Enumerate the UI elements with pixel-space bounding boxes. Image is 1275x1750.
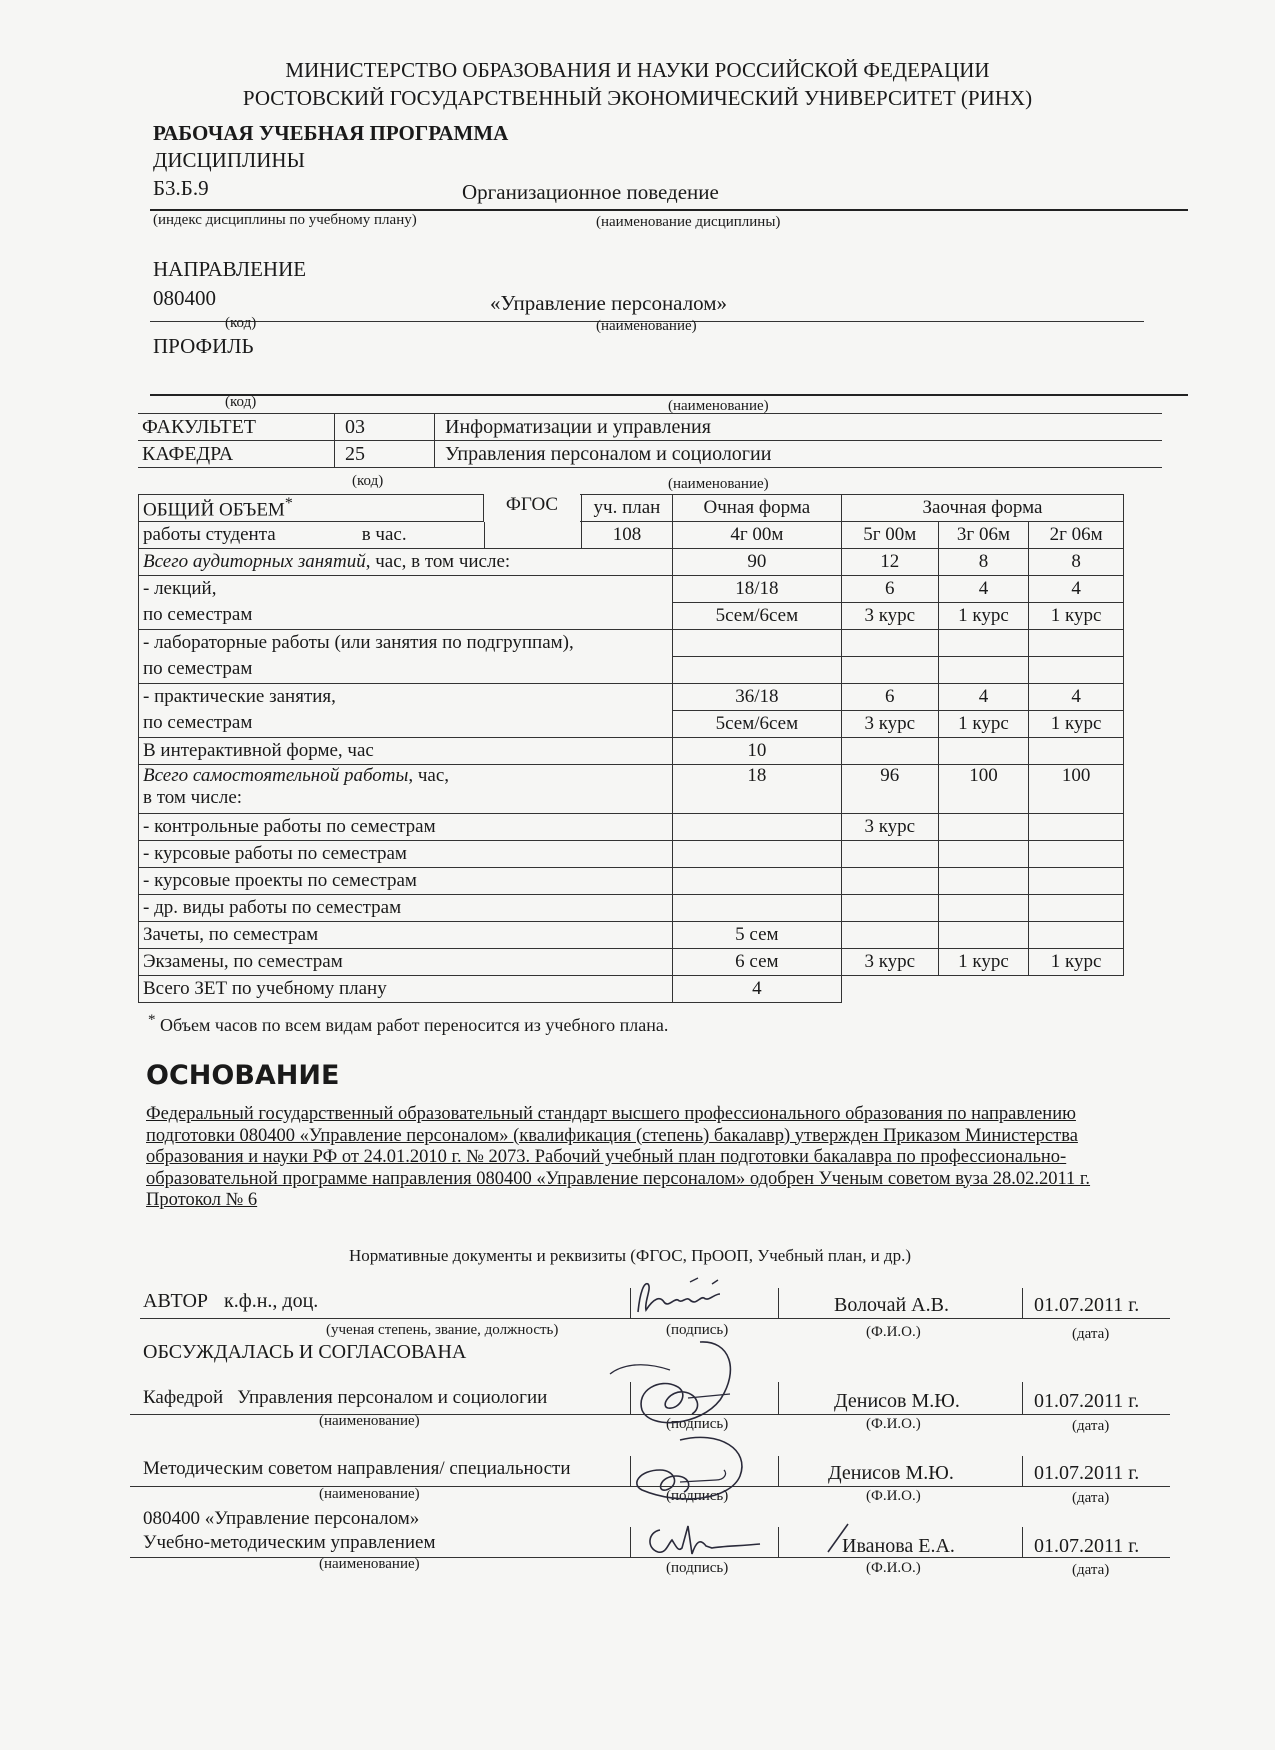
author-div-3 — [1022, 1288, 1023, 1318]
row-pr-label — [139, 684, 673, 738]
umu-div-3 — [1022, 1527, 1023, 1557]
row-zet-label: Всего ЗЕТ по учебному плану — [139, 976, 673, 1003]
direction-name-caption: (наименование) — [596, 318, 697, 334]
row-self-label — [139, 765, 673, 814]
pr-sem-pt1: 3 курс — [841, 711, 938, 738]
lab-sem-ft — [672, 657, 841, 684]
inter-ft: 10 — [672, 738, 841, 765]
lec-label-2: по семестрам — [143, 604, 253, 626]
row-lec-label — [139, 576, 673, 630]
cp-ft — [672, 868, 841, 895]
umu-sign-caption: (подпись) — [666, 1560, 729, 1576]
credits-ft: 5 сем — [672, 922, 841, 949]
umu-fio-caption: (Ф.И.О.) — [866, 1560, 921, 1576]
council-date-caption: (дата) — [1072, 1490, 1110, 1506]
direction-label: НАПРАВЛЕНИЕ — [153, 257, 307, 281]
row-credits-label: Зачеты, по семестрам — [139, 922, 673, 949]
author-date-caption: (дата) — [1072, 1326, 1110, 1342]
self-label-2: в том числе: — [143, 787, 243, 809]
aud-label-italic: Всего аудиторных занятий — [143, 551, 366, 573]
university-title: РОСТОВСКИЙ ГОСУДАРСТВЕННЫЙ ЭКОНОМИЧЕСКИЙ УНИВЕРСИТЕТ (РИНХ) — [242, 86, 1033, 110]
dept-name: Управления персоналом и социологии — [237, 1387, 548, 1408]
faculty-table — [138, 413, 1162, 468]
umu-signature — [640, 1518, 780, 1566]
footnote-star: * — [148, 1012, 156, 1028]
council-date: 01.07.2011 г. — [1034, 1462, 1140, 1484]
ministry-title: МИНИСТЕРСТВО ОБРАЗОВАНИЯ И НАУКИ РОССИЙСКОЙ ФЕДЕРАЦИИ — [285, 58, 990, 82]
program-title: РАБОЧАЯ УЧЕБНАЯ ПРОГРАММА — [153, 121, 509, 145]
pr-sem-ft: 5сем/6сем — [672, 711, 841, 738]
footnote-text: Объем часов по всем видам работ переносится из учебного плана. — [160, 1015, 669, 1035]
plan-value: 108 — [582, 522, 673, 549]
hours-table — [138, 494, 1124, 1003]
profile-label: ПРОФИЛЬ — [153, 334, 254, 358]
lab-label-1: - лабораторные работы (или занятия по подгруппам), — [143, 632, 574, 654]
lab-sem-pt2 — [938, 657, 1029, 684]
dept-date: 01.07.2011 г. — [1034, 1390, 1140, 1412]
row-lab-label — [139, 630, 673, 684]
lec-sem-pt3: 1 курс — [1029, 603, 1124, 630]
self-pt1: 96 — [841, 765, 938, 814]
umu-date: 01.07.2011 г. — [1034, 1535, 1140, 1557]
oth-pt1 — [841, 895, 938, 922]
self-label-rest: , час, — [408, 765, 450, 787]
aud-pt3: 8 — [1029, 549, 1124, 576]
author-name: Волочай А.В. — [834, 1294, 949, 1316]
volume-unit: в час. — [361, 524, 407, 546]
profile-code-caption: (код) — [225, 394, 257, 410]
self-label-italic: Всего самостоятельной работы — [143, 765, 409, 787]
volume-head-2: работы студента — [143, 524, 276, 546]
author-signature — [630, 1272, 780, 1322]
exams-pt2: 1 курс — [938, 949, 1029, 976]
self-ft: 18 — [672, 765, 841, 814]
dept-label: Кафедрой — [143, 1387, 224, 1408]
department-code-caption: (код) — [352, 473, 384, 489]
faculty-label: ФАКУЛЬТЕТ — [138, 414, 335, 441]
exams-ft: 6 сем — [672, 949, 841, 976]
department-code: 25 — [335, 441, 435, 468]
basis-text: Федеральный государственный образовательный стандарт высшего профессионального образования по направлению подготовки 080400 «Управление персоналом» (квалификация (степень) бакалавр) утвержден Приказом Министерства образования и науки РФ от 24.01.2010 г. № 2073. Рабочий учебный план подготовки бакалавра по профессионально-образовательной программе направления 080400 «Управление персоналом» одобрен Ученым советом вуза 28.02.2011 г. Протокол № 6 — [146, 1104, 1091, 1210]
row-exams-label: Экзамены, по семестрам — [139, 949, 673, 976]
umu-name-caption: (наименование) — [319, 1556, 420, 1572]
lec-sem-pt1: 3 курс — [841, 603, 938, 630]
lec-ft: 18/18 — [672, 576, 841, 603]
cp-pt3 — [1029, 868, 1124, 895]
basis-caption: Нормативные документы и реквизиты (ФГОС, ПрООП, Учебный план, и др.) — [349, 1246, 911, 1265]
ctrl-ft — [672, 814, 841, 841]
inter-pt1 — [841, 738, 938, 765]
dept-name-caption: (наименование) — [319, 1413, 420, 1429]
inter-pt3 — [1029, 738, 1124, 765]
discipline-underline — [150, 209, 1188, 211]
hours-footnote — [148, 1012, 668, 1036]
council-div-3 — [1022, 1456, 1023, 1486]
author-degree: к.ф.н., доц. — [224, 1290, 319, 1312]
discipline-label: ДИСЦИПЛИНЫ — [153, 148, 305, 172]
aud-label-rest: , час, в том числе: — [365, 551, 511, 573]
ctrl-pt2 — [938, 814, 1029, 841]
col-part-time-1: 5г 00м — [841, 522, 938, 549]
zet-empty — [841, 976, 1123, 1003]
council-person: Денисов М.Ю. — [828, 1462, 954, 1484]
dept-date-caption: (дата) — [1072, 1418, 1110, 1434]
discipline-code-caption: (индекс дисциплины по учебному плану) — [153, 212, 417, 228]
pr-pt2: 4 — [938, 684, 1029, 711]
col-part-time-3: 2г 06м — [1029, 522, 1124, 549]
discussed-title: ОБСУЖДАЛАСЬ И СОГЛАСОВАНА — [143, 1341, 467, 1363]
profile-name-caption: (наименование) — [668, 398, 769, 414]
discipline-name: Организационное поведение — [462, 180, 719, 204]
direction-code-caption: (код) — [225, 315, 257, 331]
faculty-name: Информатизации и управления — [435, 414, 1163, 441]
cw-pt2 — [938, 841, 1029, 868]
dept-fio-caption: (Ф.И.О.) — [866, 1416, 921, 1432]
cp-pt1 — [841, 868, 938, 895]
zet-ft: 4 — [672, 976, 841, 1003]
lec-sem-pt2: 1 курс — [938, 603, 1029, 630]
row-inter-label: В интерактивной форме, час — [139, 738, 673, 765]
lab-sem-pt3 — [1029, 657, 1124, 684]
row-course-project-label: - курсовые проекты по семестрам — [139, 868, 673, 895]
pr-pt1: 6 — [841, 684, 938, 711]
oth-pt3 — [1029, 895, 1124, 922]
basis-title: ОСНОВАНИЕ — [146, 1060, 340, 1091]
exams-pt1: 3 курс — [841, 949, 938, 976]
author-fio-caption: (Ф.И.О.) — [866, 1324, 921, 1340]
cp-pt2 — [938, 868, 1029, 895]
council-fio-caption: (Ф.И.О.) — [866, 1488, 921, 1504]
cw-ft — [672, 841, 841, 868]
inter-pt2 — [938, 738, 1029, 765]
full-time-header: Очная форма — [672, 495, 841, 522]
umu-person: Иванова Е.А. — [842, 1535, 955, 1557]
lec-pt2: 4 — [938, 576, 1029, 603]
fgos-header: ФГОС — [483, 494, 580, 522]
direction-code: 080400 — [153, 286, 216, 310]
lab-ft — [672, 630, 841, 657]
degree-caption: (ученая степень, звание, должность) — [326, 1322, 559, 1338]
dept-person: Денисов М.Ю. — [834, 1390, 960, 1412]
dept-signature — [580, 1330, 780, 1440]
credits-pt3 — [1029, 922, 1124, 949]
volume-head-text: ОБЩИЙ ОБЪЕМ — [143, 499, 285, 521]
self-pt3: 100 — [1029, 765, 1124, 814]
col-part-time-2: 3г 06м — [938, 522, 1029, 549]
pr-pt3: 4 — [1029, 684, 1124, 711]
lab-pt3 — [1029, 630, 1124, 657]
umu-slash-mark — [820, 1518, 860, 1558]
ctrl-pt3 — [1029, 814, 1124, 841]
direction-line: 080400 «Управление персоналом» — [143, 1508, 420, 1529]
department-name: Управления персоналом и социологии — [435, 441, 1163, 468]
discipline-name-caption: (наименование дисциплины) — [596, 214, 781, 230]
council-signature — [620, 1430, 780, 1510]
row-other-label: - др. виды работы по семестрам — [139, 895, 673, 922]
author-label: АВТОР — [143, 1290, 209, 1312]
author-date: 01.07.2011 г. — [1034, 1294, 1140, 1316]
row-aud-label — [139, 549, 673, 576]
lec-pt1: 6 — [841, 576, 938, 603]
discipline-code: Б3.Б.9 — [153, 176, 209, 200]
umu-div-1 — [630, 1527, 631, 1557]
row-course-work-label: - курсовые работы по семестрам — [139, 841, 673, 868]
author-line — [143, 1290, 318, 1313]
oth-ft — [672, 895, 841, 922]
credits-pt1 — [841, 922, 938, 949]
lab-sem-pt1 — [841, 657, 938, 684]
lec-sem-ft: 5сем/6сем — [672, 603, 841, 630]
plan-header: уч. план — [582, 495, 673, 522]
pr-ft: 36/18 — [672, 684, 841, 711]
profile-underline — [150, 394, 1188, 396]
volume-head-1 — [139, 495, 582, 522]
credits-pt2 — [938, 922, 1029, 949]
row-ctrl-label: - контрольные работы по семестрам — [139, 814, 673, 841]
aud-ft: 90 — [672, 549, 841, 576]
faculty-code: 03 — [335, 414, 435, 441]
council-label: Методическим советом направления/ специальности — [143, 1458, 571, 1479]
cw-pt1 — [841, 841, 938, 868]
dept-div-3 — [1022, 1382, 1023, 1414]
department-name-caption: (наименование) — [668, 476, 769, 492]
umu-label: Учебно-методическим управлением — [143, 1532, 436, 1553]
fgos-value — [485, 522, 582, 549]
part-time-header: Заочная форма — [841, 495, 1123, 522]
dept-sign-caption: (подпись) — [666, 1416, 729, 1432]
lab-pt2 — [938, 630, 1029, 657]
lec-label-1: - лекций, — [143, 578, 217, 600]
council-sign-caption: (подпись) — [666, 1488, 729, 1504]
exams-pt3: 1 курс — [1029, 949, 1124, 976]
council-name-caption: (наименование) — [319, 1486, 420, 1502]
volume-head-2-cell — [139, 522, 485, 549]
lab-pt1 — [841, 630, 938, 657]
self-pt2: 100 — [938, 765, 1029, 814]
pr-label-2: по семестрам — [143, 712, 253, 734]
pr-label-1: - практические занятия, — [143, 686, 336, 708]
author-sign-caption: (подпись) — [666, 1322, 729, 1338]
aud-pt1: 12 — [841, 549, 938, 576]
aud-pt2: 8 — [938, 549, 1029, 576]
pr-sem-pt3: 1 курс — [1029, 711, 1124, 738]
direction-name: «Управление персоналом» — [490, 291, 728, 315]
umu-date-caption: (дата) — [1072, 1562, 1110, 1578]
ctrl-pt1: 3 курс — [841, 814, 938, 841]
cw-pt3 — [1029, 841, 1124, 868]
department-label: КАФЕДРА — [138, 441, 335, 468]
dept-line — [143, 1387, 547, 1409]
lec-pt3: 4 — [1029, 576, 1124, 603]
col-full-time: 4г 00м — [672, 522, 841, 549]
volume-star: * — [284, 495, 293, 512]
oth-pt2 — [938, 895, 1029, 922]
lab-label-2: по семестрам — [143, 658, 253, 680]
pr-sem-pt2: 1 курс — [938, 711, 1029, 738]
